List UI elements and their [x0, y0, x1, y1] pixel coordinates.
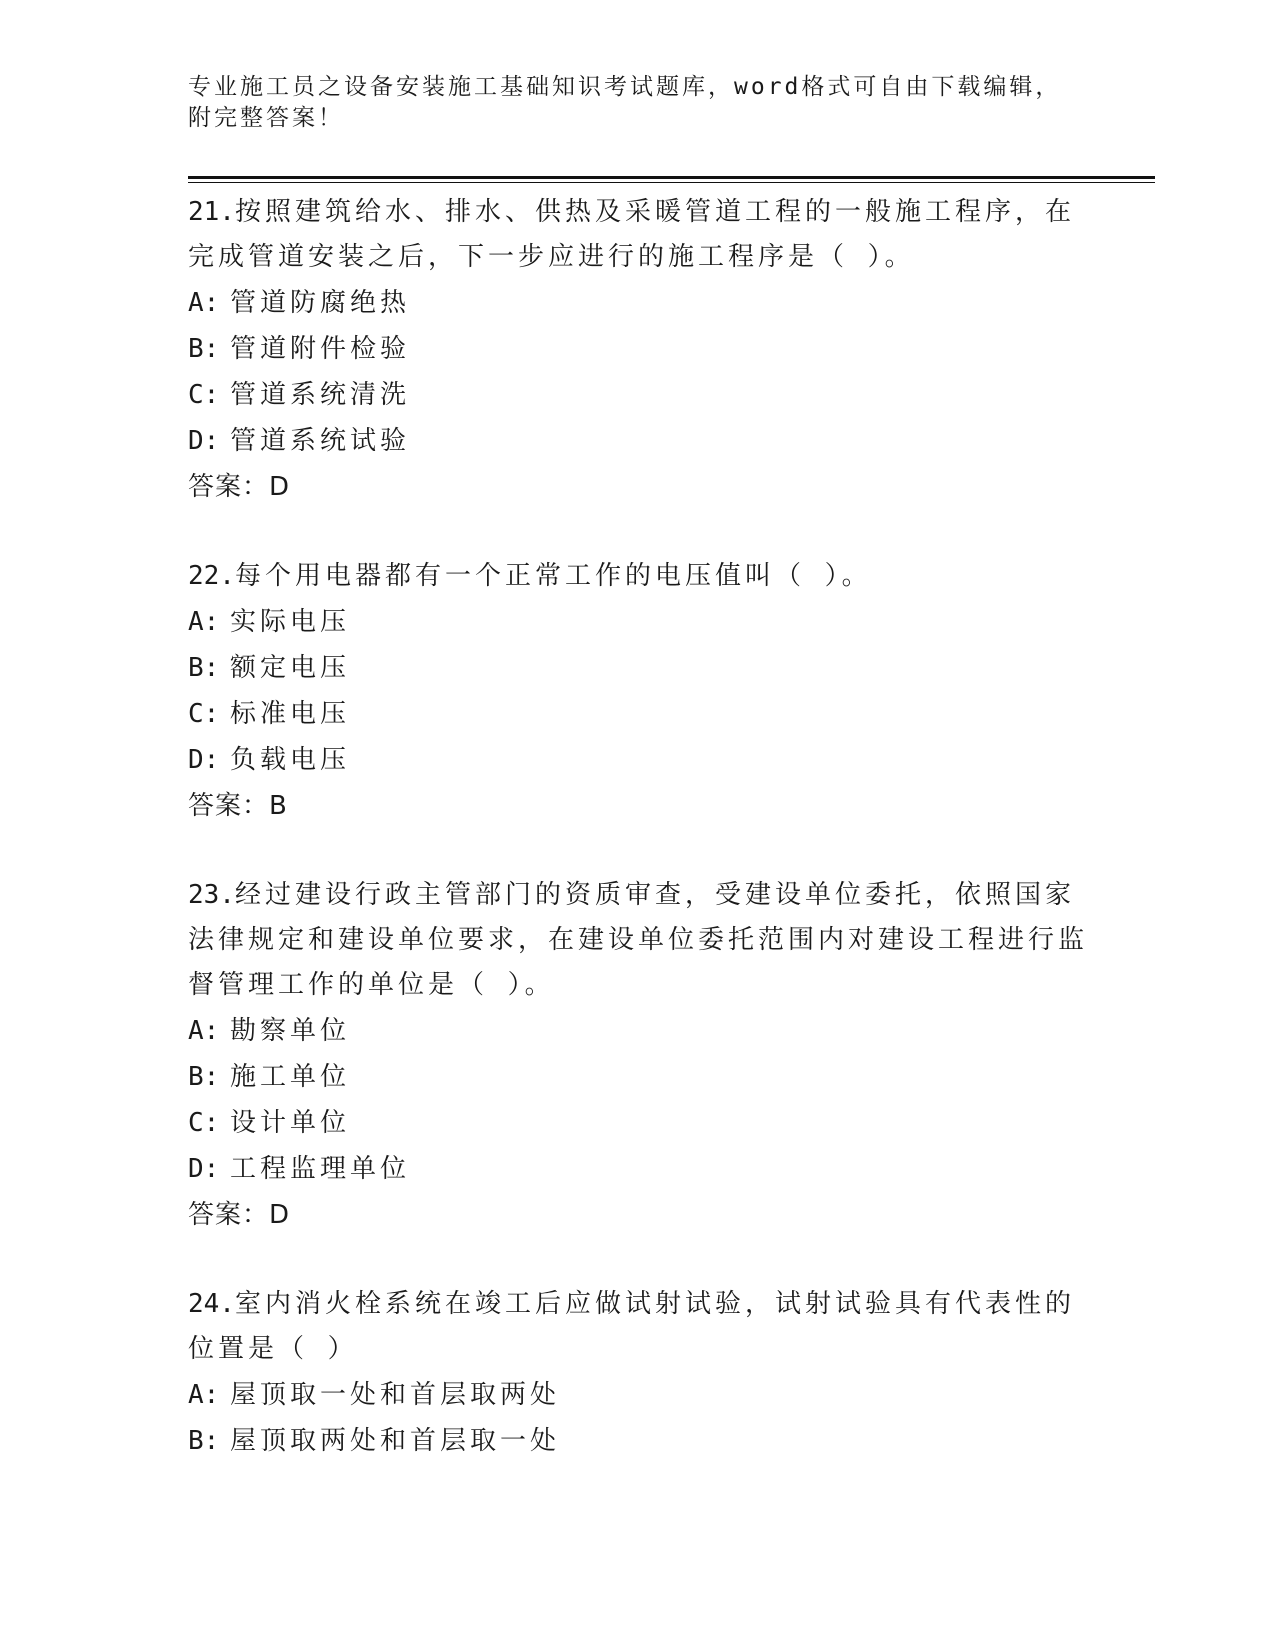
- option-letter: A:: [188, 607, 220, 637]
- question-number: 23.: [188, 880, 235, 910]
- question-21: [188, 190, 1088, 510]
- question-text: [188, 554, 1088, 599]
- option-text: 额定电压: [230, 653, 351, 683]
- question-text: [188, 1282, 1088, 1372]
- option-c: [188, 1100, 1088, 1146]
- question-24: [188, 1282, 1088, 1464]
- option-letter: B:: [188, 1426, 220, 1456]
- option-b: [188, 326, 1088, 372]
- question-text: [188, 873, 1088, 1008]
- option-letter: C:: [188, 380, 220, 410]
- question-number: 22.: [188, 561, 235, 591]
- option-letter: B:: [188, 334, 220, 364]
- option-c: [188, 372, 1088, 418]
- question-stem: 按照建筑给水、排水、供热及采暖管道工程的一般施工程序，在完成管道安装之后，下一步应进行的施工程序是（ ）。: [188, 197, 1075, 272]
- answer-line: 答案：B: [188, 791, 288, 821]
- option-text: 负载电压: [230, 745, 351, 775]
- question-number: 21.: [188, 197, 235, 227]
- option-d: [188, 1146, 1088, 1192]
- option-text: 工程监理单位: [230, 1154, 411, 1184]
- option-text: 屋顶取两处和首层取一处: [230, 1426, 561, 1456]
- question-23: [188, 873, 1088, 1238]
- answer-line: 答案：D: [188, 472, 291, 502]
- option-text: 管道系统清洗: [230, 380, 411, 410]
- option-a: [188, 280, 1088, 326]
- option-letter: D:: [188, 426, 220, 456]
- option-b: [188, 1054, 1088, 1100]
- option-a: [188, 1372, 1088, 1418]
- option-b: [188, 645, 1088, 691]
- option-letter: B:: [188, 653, 220, 683]
- option-letter: D:: [188, 745, 220, 775]
- option-letter: D:: [188, 1154, 220, 1184]
- option-b: [188, 1418, 1088, 1464]
- header-rule-thick: [188, 176, 1155, 179]
- option-d: [188, 737, 1088, 783]
- question-list: [188, 190, 1088, 1508]
- header-rule-thin: [188, 182, 1155, 183]
- question-22: [188, 554, 1088, 829]
- option-text: 标准电压: [230, 699, 351, 729]
- option-d: [188, 418, 1088, 464]
- option-text: 设计单位: [230, 1108, 351, 1138]
- option-text: 施工单位: [230, 1062, 351, 1092]
- option-c: [188, 691, 1088, 737]
- question-number: 24.: [188, 1289, 235, 1319]
- document-header: 专业施工员之设备安装施工基础知识考试题库，word格式可自由下载编辑，附完整答案！: [188, 74, 1062, 131]
- option-text: 屋顶取一处和首层取两处: [230, 1380, 561, 1410]
- option-letter: C:: [188, 1108, 220, 1138]
- answer-line: 答案：D: [188, 1200, 291, 1230]
- option-letter: A:: [188, 288, 220, 318]
- option-text: 管道防腐绝热: [230, 288, 411, 318]
- option-letter: C:: [188, 699, 220, 729]
- option-a: [188, 1008, 1088, 1054]
- option-a: [188, 599, 1088, 645]
- question-text: [188, 190, 1088, 280]
- option-text: 管道系统试验: [230, 426, 411, 456]
- question-stem: 经过建设行政主管部门的资质审查，受建设单位委托，依照国家法律规定和建设单位要求，在建设单位委托范围内对建设工程进行监督管理工作的单位是（ ）。: [188, 880, 1089, 1000]
- option-text: 勘察单位: [230, 1016, 351, 1046]
- option-letter: B:: [188, 1062, 220, 1092]
- option-letter: A:: [188, 1016, 220, 1046]
- option-letter: A:: [188, 1380, 220, 1410]
- option-text: 实际电压: [230, 607, 351, 637]
- question-stem: 室内消火栓系统在竣工后应做试射试验，试射试验具有代表性的位置是（ ）: [188, 1289, 1075, 1364]
- question-stem: 每个用电器都有一个正常工作的电压值叫（ ）。: [234, 561, 872, 591]
- option-text: 管道附件检验: [230, 334, 411, 364]
